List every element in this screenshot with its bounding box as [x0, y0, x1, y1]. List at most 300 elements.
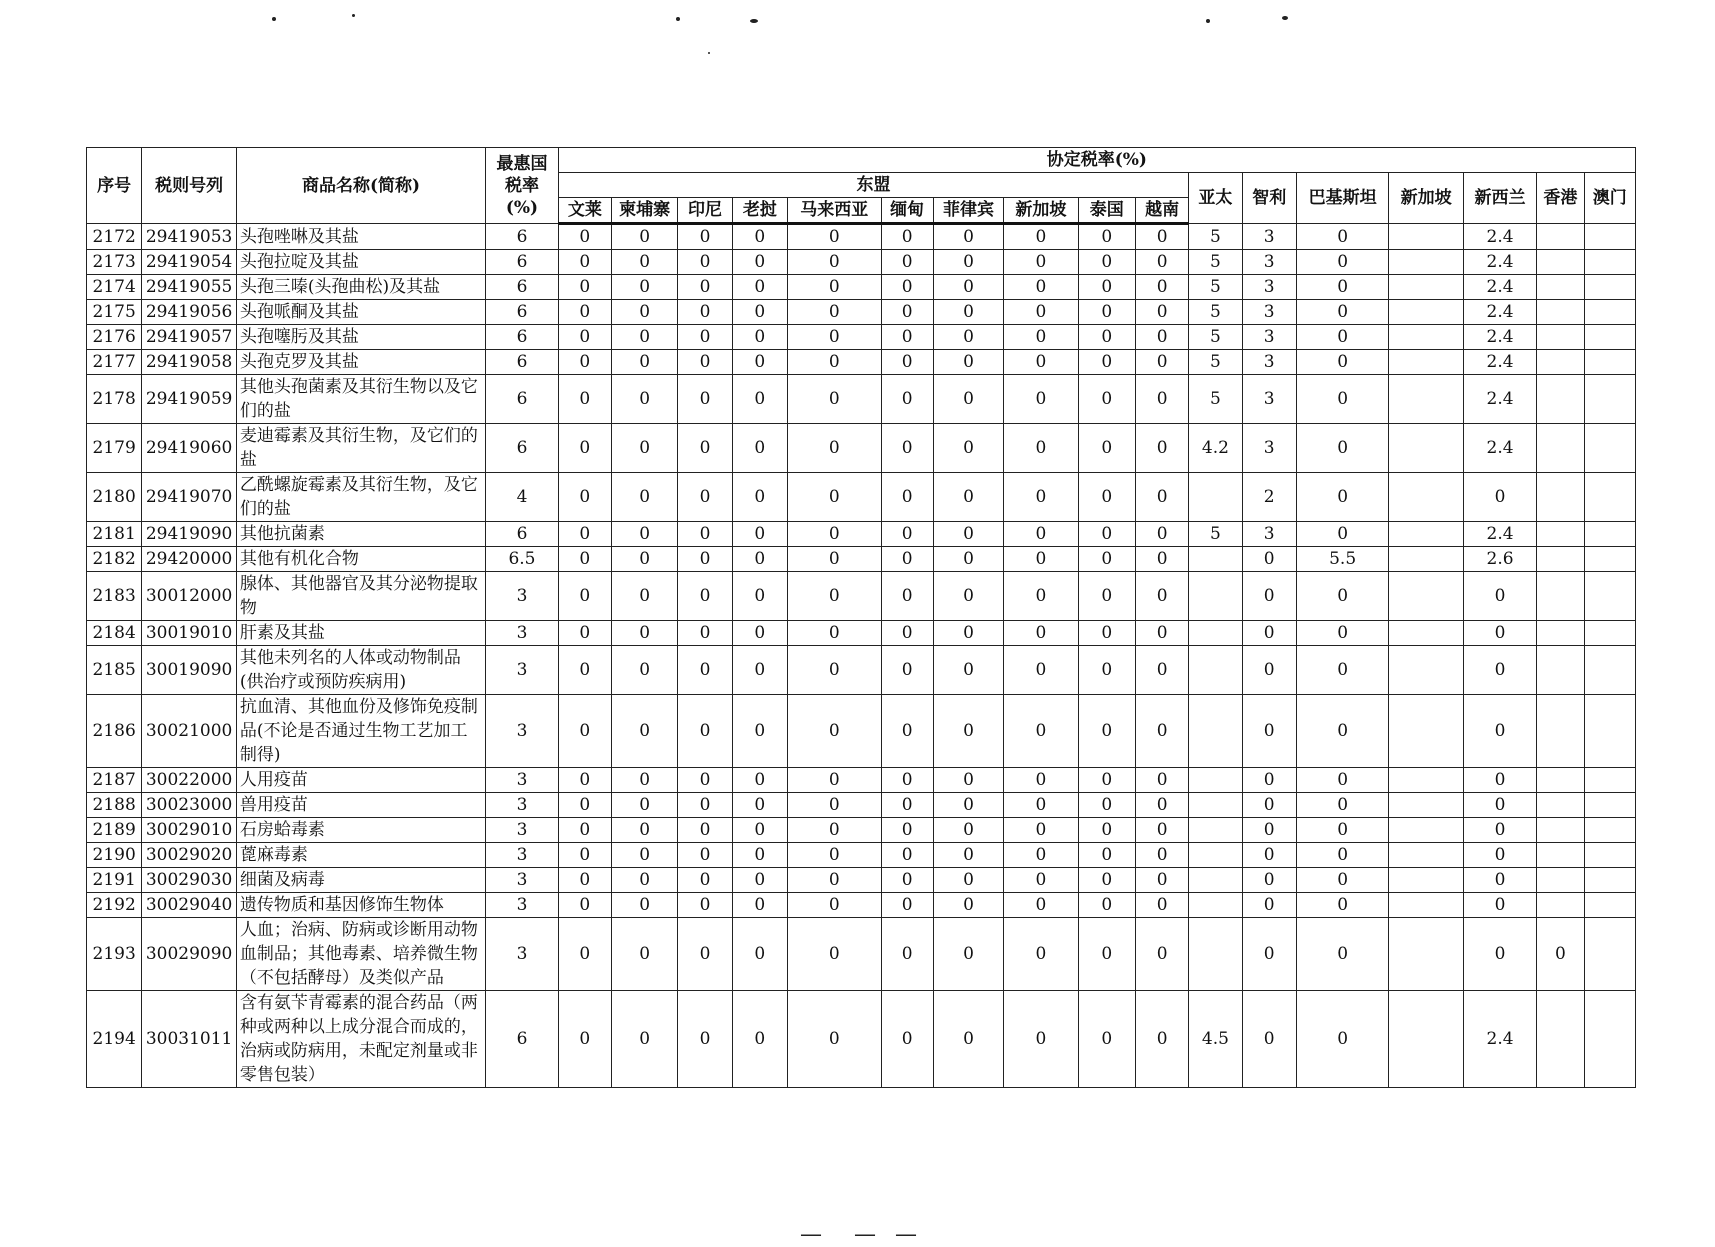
cell-agreement-rate — [1389, 547, 1463, 572]
cell-asean-rate: 0 — [1004, 843, 1078, 868]
cell-asean-rate: 0 — [611, 473, 677, 522]
cell-name: 头孢唑啉及其盐 — [236, 224, 485, 250]
cell-agreement-rate — [1537, 250, 1584, 275]
col-header-code: 税则号列 — [142, 148, 237, 224]
cell-asean-rate: 0 — [558, 224, 611, 250]
cell-agreement-rate: 0 — [1296, 375, 1389, 424]
cell-asean-rate: 0 — [1078, 275, 1135, 300]
cell-agreement-rate: 3 — [1242, 250, 1296, 275]
cell-agreement-rate: 0 — [1296, 793, 1389, 818]
cell-asean-rate: 0 — [933, 818, 1003, 843]
cell-asean-rate: 0 — [933, 572, 1003, 621]
cell-agreement-rate — [1537, 818, 1584, 843]
cell-asean-rate: 0 — [678, 695, 732, 768]
cell-agreement-rate — [1584, 522, 1636, 547]
cell-asean-rate: 0 — [787, 350, 881, 375]
cell-asean-rate: 0 — [787, 793, 881, 818]
cell-agreement-rate: 0 — [1296, 768, 1389, 793]
cell-asean-rate: 0 — [611, 325, 677, 350]
cell-mfn: 6 — [486, 275, 558, 300]
cell-agreement-rate — [1389, 621, 1463, 646]
cell-asean-rate: 0 — [1135, 695, 1188, 768]
table-row — [87, 547, 1636, 572]
cell-asean-rate: 0 — [1078, 424, 1135, 473]
cell-agreement-rate — [1389, 325, 1463, 350]
col-header-other: 新加坡 — [1389, 173, 1463, 224]
table-row — [87, 893, 1636, 918]
cell-asean-rate: 0 — [881, 818, 933, 843]
table-row — [87, 868, 1636, 893]
cell-agreement-rate — [1189, 793, 1242, 818]
cell-asean-rate: 0 — [732, 350, 787, 375]
cell-agreement-rate — [1537, 621, 1584, 646]
cell-asean-rate: 0 — [558, 572, 611, 621]
cell-asean-rate: 0 — [1078, 522, 1135, 547]
cell-agreement-rate: 0 — [1296, 991, 1389, 1088]
cell-agreement-rate: 0 — [1242, 868, 1296, 893]
cell-name: 石房蛤毒素 — [236, 818, 485, 843]
cell-agreement-rate — [1584, 547, 1636, 572]
cell-asean-rate: 0 — [1004, 646, 1078, 695]
cell-code: 29419057 — [142, 325, 237, 350]
cell-asean-rate: 0 — [1078, 250, 1135, 275]
cell-agreement-rate: 0 — [1242, 991, 1296, 1088]
cell-asean-rate: 0 — [611, 300, 677, 325]
col-header-asean-member: 新加坡 — [1004, 198, 1078, 224]
cell-seq: 2178 — [87, 375, 142, 424]
cell-seq: 2189 — [87, 818, 142, 843]
cell-agreement-rate: 0 — [1296, 250, 1389, 275]
cell-asean-rate: 0 — [933, 375, 1003, 424]
cell-asean-rate: 0 — [732, 621, 787, 646]
cell-asean-rate: 0 — [558, 473, 611, 522]
tariff-table — [86, 147, 1636, 1088]
cell-asean-rate: 0 — [933, 621, 1003, 646]
cell-agreement-rate: 2.4 — [1463, 275, 1536, 300]
cell-seq: 2173 — [87, 250, 142, 275]
cell-asean-rate: 0 — [558, 918, 611, 991]
cell-code: 29419070 — [142, 473, 237, 522]
cell-asean-rate: 0 — [881, 768, 933, 793]
cell-code: 30021000 — [142, 695, 237, 768]
cell-agreement-rate: 3 — [1242, 350, 1296, 375]
cell-agreement-rate: 5 — [1189, 250, 1242, 275]
cell-asean-rate: 0 — [558, 646, 611, 695]
cell-asean-rate: 0 — [678, 868, 732, 893]
cell-asean-rate: 0 — [1004, 572, 1078, 621]
cell-asean-rate: 0 — [732, 375, 787, 424]
cell-agreement-rate — [1189, 893, 1242, 918]
cell-asean-rate: 0 — [787, 695, 881, 768]
cell-agreement-rate — [1389, 300, 1463, 325]
cell-code: 29419055 — [142, 275, 237, 300]
cell-code: 30023000 — [142, 793, 237, 818]
cell-agreement-rate — [1389, 224, 1463, 250]
cell-asean-rate: 0 — [678, 793, 732, 818]
cell-asean-rate: 0 — [881, 250, 933, 275]
cell-agreement-rate — [1537, 843, 1584, 868]
cell-agreement-rate — [1537, 325, 1584, 350]
cell-asean-rate: 0 — [881, 793, 933, 818]
cell-mfn: 6 — [486, 300, 558, 325]
cell-asean-rate: 0 — [1004, 300, 1078, 325]
cell-agreement-rate — [1584, 250, 1636, 275]
cell-asean-rate: 0 — [558, 793, 611, 818]
cell-asean-rate: 0 — [1078, 793, 1135, 818]
cell-name: 遗传物质和基因修饰生物体 — [236, 893, 485, 918]
cell-agreement-rate — [1389, 646, 1463, 695]
cell-agreement-rate: 0 — [1463, 646, 1536, 695]
cell-agreement-rate: 0 — [1463, 893, 1536, 918]
cell-asean-rate: 0 — [787, 768, 881, 793]
cell-agreement-rate — [1189, 572, 1242, 621]
cell-asean-rate: 0 — [558, 300, 611, 325]
cell-agreement-rate — [1537, 522, 1584, 547]
cell-asean-rate: 0 — [611, 572, 677, 621]
cell-asean-rate: 0 — [732, 275, 787, 300]
cell-agreement-rate — [1537, 300, 1584, 325]
cell-asean-rate: 0 — [678, 350, 732, 375]
cell-asean-rate: 0 — [678, 893, 732, 918]
cell-agreement-rate — [1584, 424, 1636, 473]
cell-asean-rate: 0 — [881, 375, 933, 424]
cell-asean-rate: 0 — [1135, 843, 1188, 868]
cell-agreement-rate — [1537, 375, 1584, 424]
cell-asean-rate: 0 — [1135, 300, 1188, 325]
cell-asean-rate: 0 — [732, 893, 787, 918]
cell-asean-rate: 0 — [678, 621, 732, 646]
cell-asean-rate: 0 — [933, 424, 1003, 473]
cell-asean-rate: 0 — [732, 646, 787, 695]
cell-asean-rate: 0 — [787, 224, 881, 250]
cell-agreement-rate — [1189, 868, 1242, 893]
cell-asean-rate: 0 — [558, 843, 611, 868]
cell-agreement-rate — [1537, 868, 1584, 893]
cell-asean-rate: 0 — [678, 300, 732, 325]
cell-agreement-rate: 0 — [1296, 695, 1389, 768]
cell-name: 腺体、其他器官及其分泌物提取物 — [236, 572, 485, 621]
cell-mfn: 3 — [486, 868, 558, 893]
cell-agreement-rate: 0 — [1463, 868, 1536, 893]
table-row — [87, 325, 1636, 350]
cell-agreement-rate: 0 — [1463, 695, 1536, 768]
col-header-other: 巴基斯坦 — [1296, 173, 1389, 224]
cell-agreement-rate — [1389, 768, 1463, 793]
cell-asean-rate: 0 — [558, 424, 611, 473]
cell-agreement-rate: 0 — [1242, 793, 1296, 818]
cell-asean-rate: 0 — [881, 868, 933, 893]
cell-asean-rate: 0 — [558, 621, 611, 646]
cell-agreement-rate: 0 — [1242, 818, 1296, 843]
cell-asean-rate: 0 — [1004, 473, 1078, 522]
cell-agreement-rate — [1584, 646, 1636, 695]
cell-agreement-rate: 0 — [1242, 695, 1296, 768]
cell-agreement-rate: 0 — [1463, 918, 1536, 991]
cell-agreement-rate — [1584, 300, 1636, 325]
scan-speck — [272, 17, 276, 21]
cell-agreement-rate — [1389, 473, 1463, 522]
cell-asean-rate: 0 — [933, 250, 1003, 275]
cell-asean-rate: 0 — [1078, 621, 1135, 646]
cell-asean-rate: 0 — [1135, 818, 1188, 843]
cell-asean-rate: 0 — [678, 250, 732, 275]
col-header-asean-member: 菲律宾 — [933, 198, 1003, 224]
cell-agreement-rate — [1537, 893, 1584, 918]
cell-agreement-rate — [1584, 918, 1636, 991]
cell-asean-rate: 0 — [678, 325, 732, 350]
cell-name: 其他抗菌素 — [236, 522, 485, 547]
col-header-asean-member: 文莱 — [558, 198, 611, 224]
cell-asean-rate: 0 — [611, 918, 677, 991]
page-footer-fragment: — — — — [800, 1222, 923, 1247]
table-row — [87, 300, 1636, 325]
cell-agreement-rate — [1584, 350, 1636, 375]
cell-asean-rate: 0 — [1078, 224, 1135, 250]
cell-asean-rate: 0 — [678, 818, 732, 843]
cell-mfn: 6 — [486, 325, 558, 350]
cell-code: 29419090 — [142, 522, 237, 547]
cell-asean-rate: 0 — [1135, 424, 1188, 473]
cell-code: 29419059 — [142, 375, 237, 424]
cell-asean-rate: 0 — [881, 522, 933, 547]
cell-seq: 2193 — [87, 918, 142, 991]
cell-name: 兽用疫苗 — [236, 793, 485, 818]
cell-agreement-rate: 5 — [1189, 350, 1242, 375]
cell-name: 头孢噻肟及其盐 — [236, 325, 485, 350]
cell-agreement-rate — [1584, 695, 1636, 768]
col-header-asean-member: 老挝 — [732, 198, 787, 224]
cell-agreement-rate: 0 — [1296, 473, 1389, 522]
cell-mfn: 6 — [486, 350, 558, 375]
cell-asean-rate: 0 — [611, 522, 677, 547]
cell-asean-rate: 0 — [678, 991, 732, 1088]
col-header-other: 香港 — [1537, 173, 1584, 224]
cell-agreement-rate: 2 — [1242, 473, 1296, 522]
table-row — [87, 843, 1636, 868]
cell-asean-rate: 0 — [1078, 350, 1135, 375]
cell-agreement-rate: 0 — [1296, 621, 1389, 646]
cell-asean-rate: 0 — [933, 918, 1003, 991]
cell-agreement-rate — [1189, 695, 1242, 768]
cell-asean-rate: 0 — [732, 695, 787, 768]
cell-seq: 2183 — [87, 572, 142, 621]
cell-code: 30029040 — [142, 893, 237, 918]
cell-asean-rate: 0 — [678, 424, 732, 473]
cell-asean-rate: 0 — [1004, 275, 1078, 300]
cell-mfn: 3 — [486, 621, 558, 646]
cell-name: 头孢哌酮及其盐 — [236, 300, 485, 325]
cell-seq: 2172 — [87, 224, 142, 250]
cell-asean-rate: 0 — [611, 768, 677, 793]
cell-mfn: 3 — [486, 818, 558, 843]
cell-agreement-rate: 2.4 — [1463, 522, 1536, 547]
cell-agreement-rate: 0 — [1463, 572, 1536, 621]
cell-asean-rate: 0 — [732, 868, 787, 893]
cell-asean-rate: 0 — [558, 375, 611, 424]
cell-asean-rate: 0 — [732, 991, 787, 1088]
cell-agreement-rate: 0 — [1463, 793, 1536, 818]
cell-agreement-rate: 0 — [1463, 843, 1536, 868]
cell-asean-rate: 0 — [1078, 918, 1135, 991]
cell-asean-rate: 0 — [611, 224, 677, 250]
cell-asean-rate: 0 — [1078, 375, 1135, 424]
cell-agreement-rate: 3 — [1242, 375, 1296, 424]
cell-name: 肝素及其盐 — [236, 621, 485, 646]
cell-agreement-rate: 0 — [1463, 818, 1536, 843]
cell-asean-rate: 0 — [787, 818, 881, 843]
cell-agreement-rate: 3 — [1242, 275, 1296, 300]
scan-speck — [676, 17, 680, 21]
cell-asean-rate: 0 — [1135, 224, 1188, 250]
cell-agreement-rate: 0 — [1242, 918, 1296, 991]
cell-asean-rate: 0 — [558, 695, 611, 768]
cell-asean-rate: 0 — [611, 350, 677, 375]
cell-asean-rate: 0 — [678, 843, 732, 868]
cell-agreement-rate — [1537, 768, 1584, 793]
cell-asean-rate: 0 — [611, 893, 677, 918]
cell-agreement-rate: 0 — [1296, 424, 1389, 473]
cell-agreement-rate: 2.4 — [1463, 300, 1536, 325]
cell-seq: 2184 — [87, 621, 142, 646]
table-row — [87, 224, 1636, 250]
cell-asean-rate: 0 — [933, 695, 1003, 768]
cell-asean-rate: 0 — [558, 768, 611, 793]
table-row — [87, 250, 1636, 275]
cell-asean-rate: 0 — [933, 275, 1003, 300]
cell-asean-rate: 0 — [611, 646, 677, 695]
cell-seq: 2177 — [87, 350, 142, 375]
cell-asean-rate: 0 — [732, 522, 787, 547]
cell-asean-rate: 0 — [1004, 695, 1078, 768]
cell-asean-rate: 0 — [1004, 621, 1078, 646]
cell-asean-rate: 0 — [933, 300, 1003, 325]
cell-code: 30019010 — [142, 621, 237, 646]
table-row — [87, 918, 1636, 991]
cell-mfn: 4 — [486, 473, 558, 522]
table-row — [87, 621, 1636, 646]
cell-asean-rate: 0 — [881, 695, 933, 768]
cell-asean-rate: 0 — [787, 893, 881, 918]
col-header-other: 新西兰 — [1463, 173, 1536, 224]
cell-asean-rate: 0 — [787, 375, 881, 424]
cell-agreement-rate: 3 — [1242, 424, 1296, 473]
cell-agreement-rate: 0 — [1296, 350, 1389, 375]
cell-agreement-rate — [1584, 621, 1636, 646]
cell-agreement-rate — [1189, 646, 1242, 695]
cell-asean-rate: 0 — [933, 325, 1003, 350]
cell-asean-rate: 0 — [611, 375, 677, 424]
cell-seq: 2187 — [87, 768, 142, 793]
col-header-asean-member: 缅甸 — [881, 198, 933, 224]
cell-asean-rate: 0 — [881, 473, 933, 522]
cell-mfn: 3 — [486, 768, 558, 793]
cell-asean-rate: 0 — [1078, 991, 1135, 1088]
cell-agreement-rate: 0 — [1296, 868, 1389, 893]
cell-seq: 2176 — [87, 325, 142, 350]
cell-asean-rate: 0 — [1004, 868, 1078, 893]
cell-asean-rate: 0 — [611, 991, 677, 1088]
table-row — [87, 646, 1636, 695]
table-row — [87, 473, 1636, 522]
cell-asean-rate: 0 — [881, 224, 933, 250]
cell-agreement-rate — [1189, 768, 1242, 793]
cell-agreement-rate — [1537, 572, 1584, 621]
cell-agreement-rate: 5 — [1189, 275, 1242, 300]
cell-asean-rate: 0 — [787, 250, 881, 275]
cell-asean-rate: 0 — [732, 424, 787, 473]
table-row — [87, 572, 1636, 621]
cell-asean-rate: 0 — [1004, 375, 1078, 424]
cell-agreement-rate: 5 — [1189, 224, 1242, 250]
cell-asean-rate: 0 — [1135, 893, 1188, 918]
cell-asean-rate: 0 — [1078, 572, 1135, 621]
cell-asean-rate: 0 — [787, 843, 881, 868]
cell-agreement-rate: 0 — [1296, 275, 1389, 300]
cell-agreement-rate — [1584, 473, 1636, 522]
cell-seq: 2179 — [87, 424, 142, 473]
cell-seq: 2190 — [87, 843, 142, 868]
cell-asean-rate: 0 — [1135, 572, 1188, 621]
cell-agreement-rate — [1189, 843, 1242, 868]
col-header-asean-member: 越南 — [1135, 198, 1188, 224]
cell-code: 30029090 — [142, 918, 237, 991]
cell-agreement-rate: 0 — [1296, 224, 1389, 250]
cell-asean-rate: 0 — [678, 768, 732, 793]
cell-asean-rate: 0 — [611, 547, 677, 572]
cell-asean-rate: 0 — [732, 224, 787, 250]
cell-asean-rate: 0 — [732, 918, 787, 991]
cell-name: 细菌及病毒 — [236, 868, 485, 893]
cell-asean-rate: 0 — [1135, 250, 1188, 275]
cell-asean-rate: 0 — [678, 572, 732, 621]
cell-mfn: 6 — [486, 250, 558, 275]
cell-agreement-rate — [1584, 375, 1636, 424]
cell-asean-rate: 0 — [1004, 325, 1078, 350]
cell-code: 29419058 — [142, 350, 237, 375]
cell-name: 乙酰螺旋霉素及其衍生物，及它们的盐 — [236, 473, 485, 522]
cell-mfn: 3 — [486, 572, 558, 621]
cell-agreement-rate: 0 — [1242, 572, 1296, 621]
cell-asean-rate: 0 — [933, 646, 1003, 695]
cell-asean-rate: 0 — [787, 621, 881, 646]
scan-speck — [708, 52, 710, 54]
cell-agreement-rate — [1584, 893, 1636, 918]
cell-agreement-rate: 0 — [1242, 843, 1296, 868]
cell-asean-rate: 0 — [732, 473, 787, 522]
cell-agreement-rate: 2.6 — [1463, 547, 1536, 572]
cell-agreement-rate — [1537, 350, 1584, 375]
cell-asean-rate: 0 — [1135, 473, 1188, 522]
cell-code: 29419060 — [142, 424, 237, 473]
cell-code: 30012000 — [142, 572, 237, 621]
cell-agreement-rate: 3 — [1242, 325, 1296, 350]
cell-asean-rate: 0 — [933, 991, 1003, 1088]
cell-asean-rate: 0 — [678, 646, 732, 695]
cell-mfn: 3 — [486, 646, 558, 695]
col-header-asean-member: 印尼 — [678, 198, 732, 224]
cell-asean-rate: 0 — [1135, 793, 1188, 818]
cell-agreement-rate — [1389, 695, 1463, 768]
table-row — [87, 991, 1636, 1088]
cell-agreement-rate: 2.4 — [1463, 325, 1536, 350]
cell-agreement-rate: 2.4 — [1463, 375, 1536, 424]
cell-code: 29419053 — [142, 224, 237, 250]
cell-agreement-rate — [1537, 991, 1584, 1088]
cell-asean-rate: 0 — [1135, 350, 1188, 375]
cell-code: 29419054 — [142, 250, 237, 275]
cell-agreement-rate — [1584, 572, 1636, 621]
cell-asean-rate: 0 — [558, 818, 611, 843]
